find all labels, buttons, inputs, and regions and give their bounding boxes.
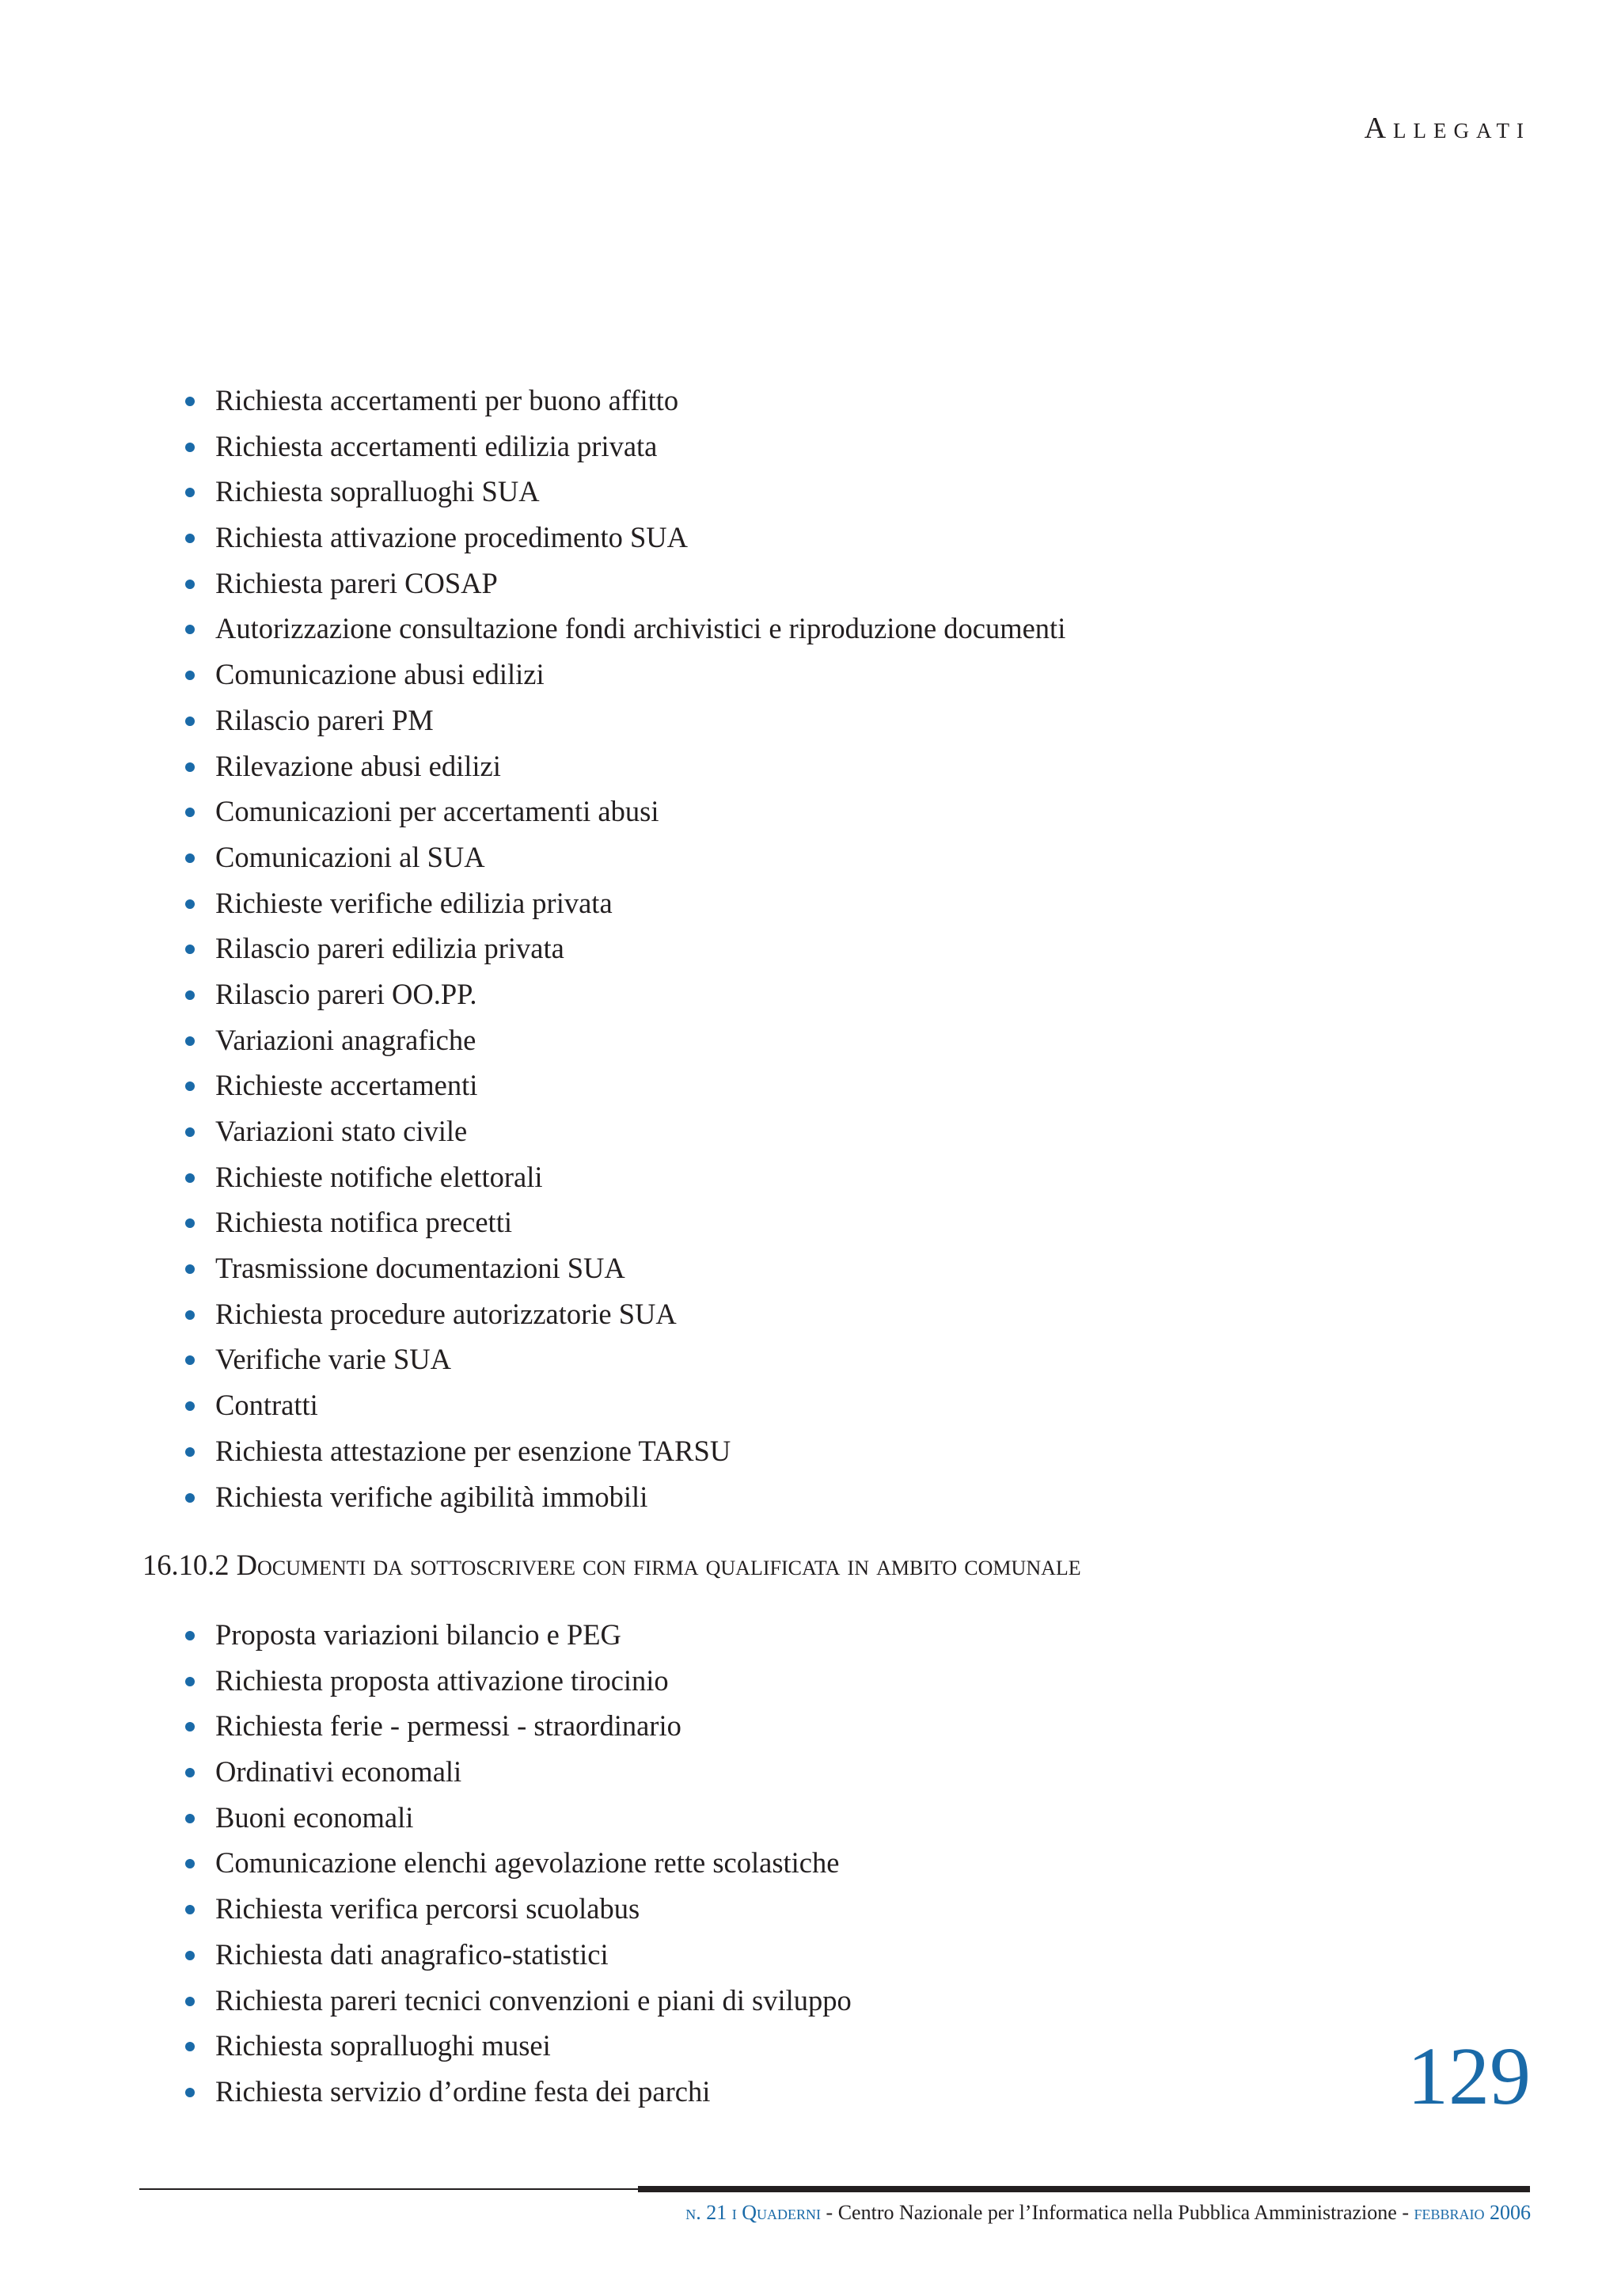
list-item-text: Richiesta pareri COSAP <box>215 566 498 599</box>
list-item-text: Richiesta accertamenti edilizia privata <box>215 429 658 462</box>
list-item-text: Variazioni anagrafiche <box>215 1023 476 1056</box>
list-item <box>215 698 1065 743</box>
list-item-text: Richieste accertamenti <box>215 1069 478 1102</box>
bullet-icon <box>185 1768 195 1777</box>
list-item <box>215 1658 852 1704</box>
list-item <box>215 1062 1065 1108</box>
list-item-text: Richiesta dati anagrafico-statistici <box>215 1937 609 1971</box>
bullet-icon <box>185 717 195 726</box>
bullet-icon <box>185 1264 195 1274</box>
list-item <box>215 652 1065 698</box>
bullet-list-1 <box>215 378 1065 1519</box>
list-item-text: Buoni economali <box>215 1800 414 1834</box>
bullet-icon <box>185 488 195 497</box>
list-item-text: Richiesta accertamenti per buono affitto <box>215 384 679 416</box>
list-item-text: Richiesta procedure autorizzatorie SUA <box>215 1297 677 1330</box>
list-item-text: Richiesta servizio d’ordine festa dei parchi <box>215 2074 711 2108</box>
bullet-icon <box>185 1493 195 1503</box>
list-item <box>215 1154 1065 1200</box>
list-item-text: Richiesta attestazione per esenzione TARSU <box>215 1434 731 1467</box>
bullet-icon <box>185 1310 195 1320</box>
bullet-icon <box>185 1677 195 1686</box>
bullet-icon <box>185 1218 195 1228</box>
list-item-text: Richiesta attivazione procedimento SUA <box>215 521 689 554</box>
footer-series: Quaderni <box>742 2201 822 2224</box>
bullet-icon <box>185 397 195 406</box>
section-heading <box>142 1542 1081 1588</box>
bullet-icon <box>185 899 195 909</box>
list-item <box>215 1612 852 1658</box>
bullet-icon <box>185 534 195 543</box>
list-item-text: Proposta variazioni bilancio e PEG <box>215 1618 621 1651</box>
list-item <box>215 469 1065 515</box>
footer-publisher: Centro Nazionale per l’Informatica nella Pubblica Amministrazione <box>837 2201 1397 2224</box>
list-item-text: Comunicazione elenchi agevolazione rette scolastiche <box>215 1846 840 1880</box>
list-item <box>215 1749 852 1795</box>
list-item <box>215 1108 1065 1154</box>
list-item <box>215 971 1065 1017</box>
bullet-icon <box>185 990 195 1000</box>
list-item <box>215 1703 852 1749</box>
list-item-text: Richiesta notifica precetti <box>215 1206 512 1239</box>
list-item-text: Richiesta ferie - permessi - straordinario <box>215 1709 681 1743</box>
bullet-icon <box>185 1036 195 1046</box>
bullet-icon <box>185 1447 195 1457</box>
list-item-text: Variazioni stato civile <box>215 1115 468 1147</box>
list-item <box>215 1932 852 1978</box>
bullet-icon <box>185 853 195 863</box>
bullet-icon <box>185 808 195 817</box>
bullet-icon <box>185 625 195 634</box>
bullet-icon <box>185 1081 195 1091</box>
list-item <box>215 1840 852 1886</box>
list-item <box>215 1291 1065 1337</box>
list-item-text: Richiesta sopralluoghi musei <box>215 2029 551 2062</box>
bullet-icon <box>185 762 195 772</box>
section-title: Documenti da sottoscrivere con firma qualificata in ambito comunale <box>236 1549 1081 1581</box>
bullet-icon <box>185 2088 195 2097</box>
list-item <box>215 1199 1065 1245</box>
footer-separator: i <box>731 2201 737 2224</box>
footer-dash-1: - <box>826 2201 833 2224</box>
list-item-text: Comunicazioni per accertamenti abusi <box>215 795 659 828</box>
footer-date: febbraio 2006 <box>1414 2201 1531 2224</box>
footer-dash-2: - <box>1402 2201 1409 2224</box>
list-item <box>215 1795 852 1841</box>
list-item-text: Richiesta proposta attivazione tirocinio <box>215 1663 669 1697</box>
bullet-list-2 <box>215 1612 852 2115</box>
list-item-text: Rilevazione abusi edilizi <box>215 749 501 782</box>
list-item <box>215 378 1065 424</box>
list-item <box>215 1336 1065 1382</box>
list-item <box>215 1428 1065 1474</box>
bullet-icon <box>185 945 195 954</box>
list-item-text: Richiesta verifica percorsi scuolabus <box>215 1892 640 1925</box>
bullet-icon <box>185 1905 195 1914</box>
list-item <box>215 1886 852 1932</box>
list-item <box>215 1978 852 2024</box>
bullet-icon <box>185 443 195 452</box>
list-item-text: Trasmissione documentazioni SUA <box>215 1252 625 1285</box>
list-item-text: Verifiche varie SUA <box>215 1343 451 1376</box>
list-item-text: Richiesta sopralluoghi SUA <box>215 475 540 508</box>
bullet-icon <box>185 1355 195 1365</box>
bullet-icon <box>185 1631 195 1640</box>
bullet-icon <box>185 580 195 589</box>
bullet-icon <box>185 2042 195 2051</box>
list-item <box>215 1017 1065 1063</box>
running-head: Allegati <box>1364 112 1531 145</box>
bullet-icon <box>185 1401 195 1411</box>
list-item-text: Richiesta pareri tecnici convenzioni e piani di sviluppo <box>215 1983 852 2017</box>
list-item <box>215 789 1065 834</box>
list-item <box>215 1474 1065 1520</box>
bullet-icon <box>185 1722 195 1732</box>
list-item-text: Richieste notifiche elettorali <box>215 1160 543 1193</box>
bullet-icon <box>185 1127 195 1137</box>
bullet-icon <box>185 1814 195 1823</box>
list-item <box>215 1382 1065 1428</box>
list-item-text: Contratti <box>215 1389 318 1422</box>
list-item <box>215 834 1065 880</box>
list-item <box>215 2069 852 2115</box>
bullet-icon <box>185 1997 195 2006</box>
footer <box>685 2201 1531 2225</box>
section-number: 16.10.2 <box>142 1549 230 1581</box>
bullet-icon <box>185 671 195 680</box>
footer-rule-thick <box>638 2186 1530 2192</box>
list-item-text: Comunicazione abusi edilizi <box>215 658 545 691</box>
list-item <box>215 2023 852 2069</box>
list-item-text: Autorizzazione consultazione fondi archivistici e riproduzione documenti <box>215 612 1066 645</box>
list-item <box>215 515 1065 561</box>
list-item <box>215 561 1065 606</box>
list-item-text: Richieste verifiche edilizia privata <box>215 886 613 919</box>
bullet-icon <box>185 1951 195 1960</box>
list-item-text: Richiesta verifiche agibilità immobili <box>215 1480 648 1513</box>
list-item-text: Rilascio pareri OO.PP. <box>215 977 477 1010</box>
list-item <box>215 424 1065 469</box>
list-item <box>215 926 1065 971</box>
list-item-text: Rilascio pareri edilizia privata <box>215 932 564 965</box>
page-number: 129 <box>1407 2031 1531 2122</box>
list-item <box>215 880 1065 926</box>
list-item <box>215 1245 1065 1291</box>
list-item-text: Rilascio pareri PM <box>215 703 434 736</box>
list-item-text: Comunicazioni al SUA <box>215 840 485 873</box>
list-item <box>215 606 1065 652</box>
list-item-text: Ordinativi economali <box>215 1755 462 1789</box>
footer-rule-thin <box>139 2188 638 2190</box>
bullet-icon <box>185 1859 195 1868</box>
bullet-icon <box>185 1173 195 1183</box>
list-item <box>215 743 1065 789</box>
footer-issue: n. 21 <box>685 2201 727 2224</box>
